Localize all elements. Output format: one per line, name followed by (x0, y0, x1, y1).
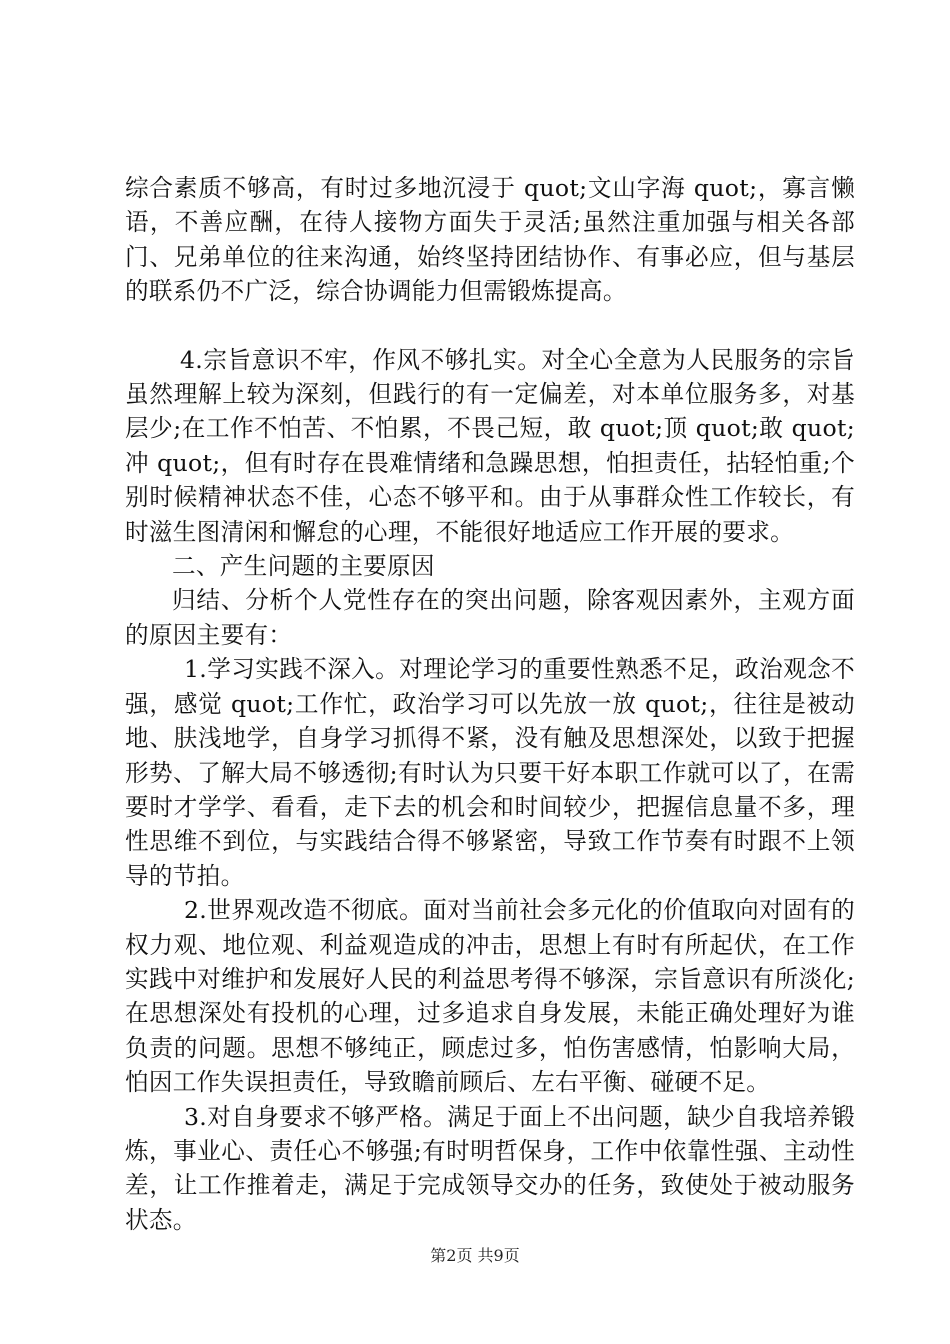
paragraph-cause-1: 1.学习实践不深入。对理论学习的重要性熟悉不足，政治观念不强，感觉 quot;工作忙，政治学习可以先放一放 quot;，往往是被动地、肤浅地学，自身学习抓得不紧，没有触及思想深处，以致于把握形势、了解大局不够透彻;有时认为只要干好本职工作就可以了，在需要时才学学、看看，走下去的机会和时间较少，把握信息量不多，理性思维不到位，与实践结合得不够紧密，导致工作节奏有时跟不上领导的节拍。 (125, 655, 855, 890)
paragraph-continued-text: 综合素质不够高，有时过多地沉浸于 quot;文山字海 quot;，寡言懒语，不善应酬，在待人接物方面失于灵活;虽然注重加强与相关各部门、兄弟单位的往来沟通，始终坚持团结协作、有事必应，但与基层的联系仍不广泛，综合协调能力但需锻炼提高。 (125, 174, 855, 306)
page-number-footer: 第2页 共9页 (430, 1246, 520, 1265)
section-heading-causes: 二、产生问题的主要原因 (172, 552, 435, 581)
paragraph-cause-2: 2.世界观改造不彻底。面对当前社会多元化的价值取向对固有的权力观、地位观、利益观造成的冲击，思想上有时有所起伏，在工作实践中对维护和发展好人民的利益思考得不够深，宗旨意识有所淡化;在思想深处有投机的心理，过多追求自身发展，未能正确处理好为谁负责的问题。思想不够纯正，顾虑过多，怕伤害感情，怕影响大局，怕因工作失误担责任，导致瞻前顾后、左右平衡、碰硬不足。 (125, 896, 855, 1097)
paragraph-cause-3: 3.对自身要求不够严格。满足于面上不出问题，缺少自我培养锻炼，事业心、责任心不够强;有时明哲保身，工作中依靠性强、主动性差，让工作推着走，满足于完成领导交办的任务，致使处于被动服务状态。 (125, 1102, 855, 1234)
paragraph-causes-intro: 归结、分析个人党性存在的突出问题，除客观因素外，主观方面的原因主要有： (125, 586, 855, 649)
paragraph-point-4: 4.宗旨意识不牢，作风不够扎实。对全心全意为人民服务的宗旨虽然理解上较为深刻，但践行的有一定偏差，对本单位服务多，对基层少;在工作不怕苦、不怕累，不畏己短，敢 quot;顶 quot;敢 quot;冲 quot;，但有时存在畏难情绪和急躁思想，怕担责任，拈轻怕重;个别时候精神状态不佳，心态不够平和。由于从事群众性工作较长，有时滋生图清闲和懈怠的心理，不能很好地适应工作开展的要求。 (125, 345, 855, 546)
document-body (125, 171, 855, 1237)
